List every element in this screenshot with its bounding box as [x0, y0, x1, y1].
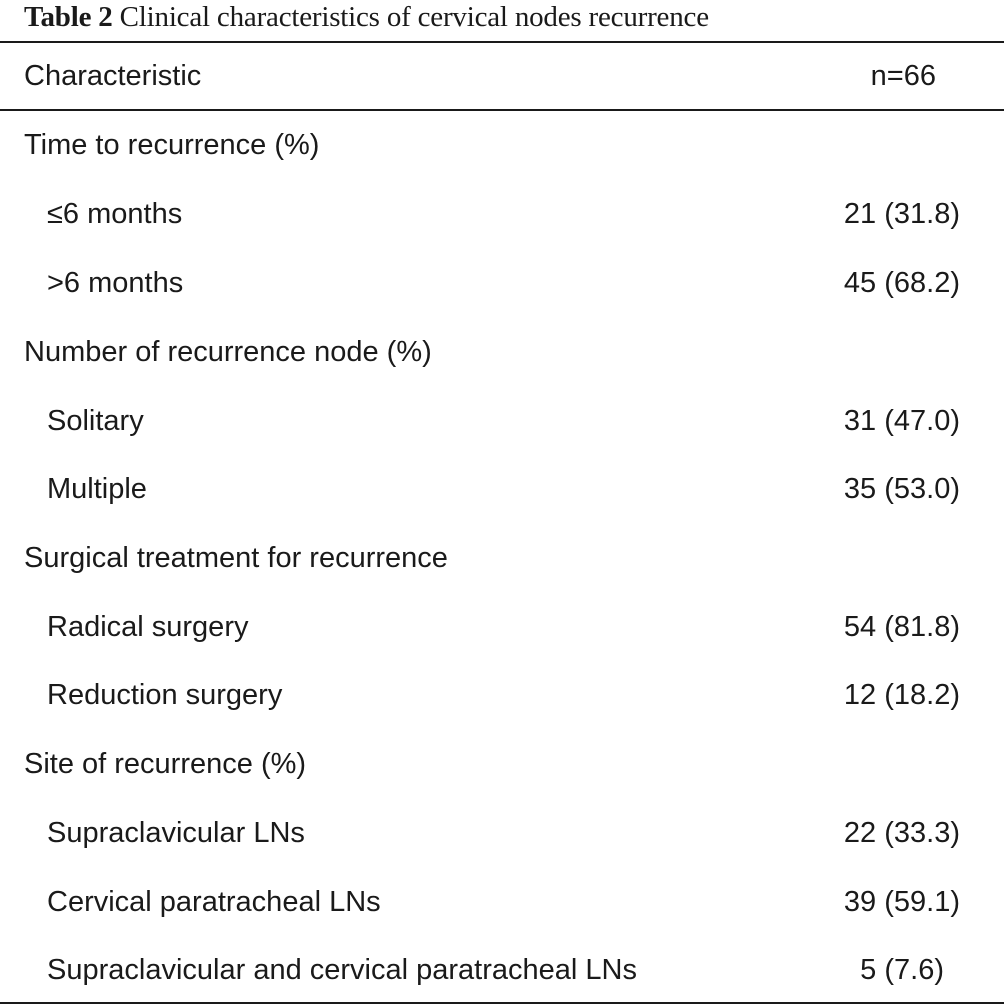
table-header [0, 43, 1004, 109]
row-label: Number of recurrence node (%) [24, 336, 432, 368]
row-value: 39 (59.1) [843, 886, 960, 918]
row-label: Radical surgery [47, 611, 249, 643]
row-label: >6 months [47, 267, 184, 299]
header-characteristic: Characteristic [24, 60, 202, 92]
row-value: 5 (7.6) [860, 954, 944, 986]
row-value: 31 (47.0) [843, 405, 960, 437]
table-row-group-number [0, 318, 1004, 386]
table-row [0, 936, 1004, 1004]
row-label: Reduction surgery [47, 679, 283, 711]
row-label: Time to recurrence (%) [24, 129, 320, 161]
table-title: Clinical characteristics of cervical nodes recurrence [119, 1, 709, 33]
table-row [0, 593, 1004, 661]
row-label: Solitary [47, 405, 144, 437]
row-label: Surgical treatment for recurrence [24, 542, 448, 574]
table-row [0, 249, 1004, 317]
table-row-group-surgical [0, 524, 1004, 592]
table-row [0, 868, 1004, 936]
header-n: n=66 [870, 60, 936, 92]
row-value: 45 (68.2) [843, 267, 960, 299]
row-value: 21 (31.8) [843, 198, 960, 230]
row-label: Supraclavicular LNs [47, 817, 305, 849]
row-value: 54 (81.8) [843, 611, 960, 643]
row-label: ≤6 months [47, 198, 183, 230]
row-value: 22 (33.3) [843, 817, 960, 849]
table-row [0, 180, 1004, 248]
table-caption [24, 0, 709, 34]
row-value: 12 (18.2) [843, 679, 960, 711]
table-number: Table 2 [24, 1, 113, 33]
table-row [0, 455, 1004, 523]
bottom-rule [0, 1002, 1004, 1004]
table-row [0, 661, 1004, 729]
row-label: Supraclavicular and cervical paratracheal LNs [47, 954, 637, 986]
table-row-group-site [0, 730, 1004, 798]
row-label: Cervical paratracheal LNs [47, 886, 381, 918]
table-row [0, 387, 1004, 455]
table-row [0, 799, 1004, 867]
row-label: Site of recurrence (%) [24, 748, 307, 780]
row-label: Multiple [47, 473, 147, 505]
row-value: 35 (53.0) [843, 473, 960, 505]
table-row-group-time [0, 111, 1004, 179]
